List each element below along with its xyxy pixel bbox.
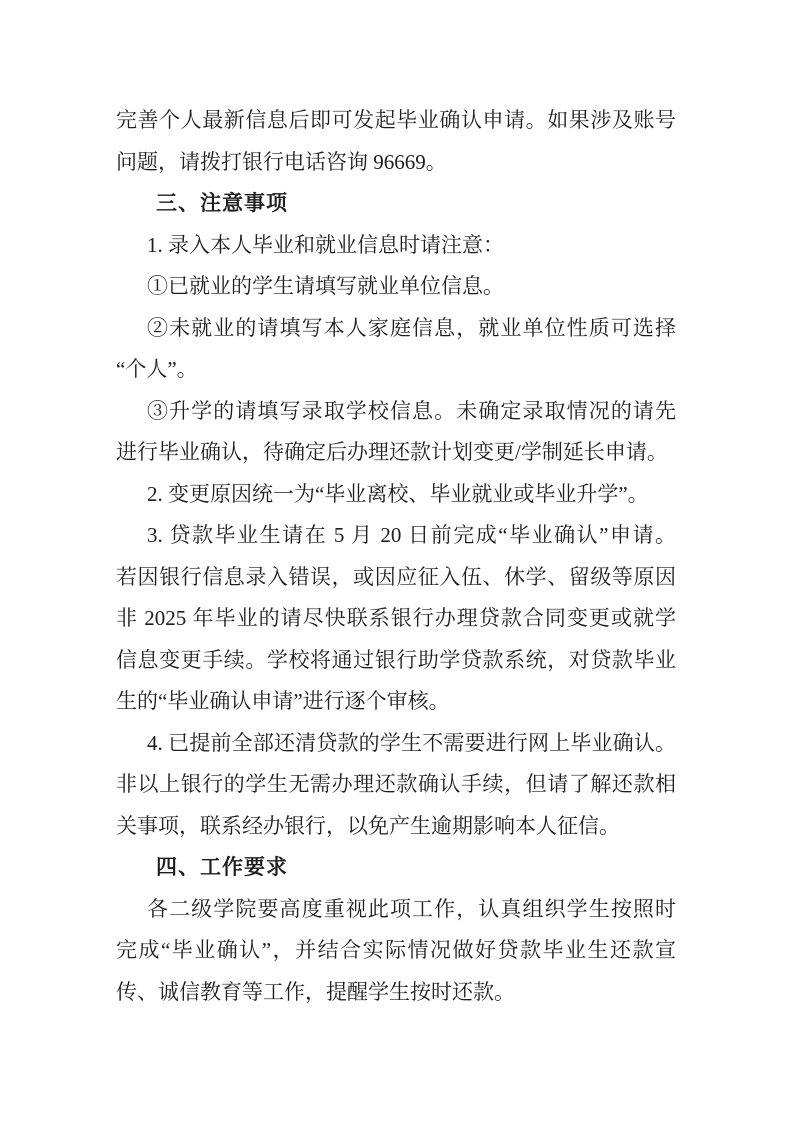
- text-line: 三、注意事项: [156, 192, 288, 215]
- text-line: 传、诚信教育等工作，提醒学生按时还款。: [116, 979, 515, 1004]
- body-paragraph: [116, 266, 676, 308]
- text-line: 各二级学院要高度重视此项工作，认真组织学生按照时: [147, 896, 676, 921]
- document-text: [116, 100, 676, 1013]
- text-line: 1. 录入本人毕业和就业信息时请注意：: [147, 232, 504, 257]
- text-line: ②未就业的请填写本人家庭信息，就业单位性质可选择: [147, 315, 676, 340]
- text-line: ③升学的请填写录取学校信息。未确定录取情况的请先: [147, 398, 676, 423]
- text-line: 2. 变更原因统一为“毕业离校、毕业就业或毕业升学”。: [147, 481, 649, 506]
- text-line: 四、工作要求: [156, 856, 288, 879]
- body-paragraph: [116, 889, 676, 1014]
- text-line: 3. 贷款毕业生请在 5 月 20 日前完成“毕业确认”申请。: [147, 523, 676, 547]
- body-paragraph: [116, 225, 676, 267]
- text-line: 非 2025 年毕业的请尽快联系银行办理贷款合同变更或就学: [116, 606, 676, 630]
- body-paragraph: [116, 723, 676, 848]
- text-line: 完成“毕业确认”，并结合实际情况做好贷款毕业生还款宣: [116, 938, 676, 962]
- section-heading: [116, 183, 676, 225]
- body-paragraph: [116, 391, 676, 474]
- text-line: ①已就业的学生请填写就业单位信息。: [147, 274, 504, 298]
- text-line: 4. 已提前全部还清贷款的学生不需要进行网上毕业确认。: [147, 730, 676, 755]
- text-line: “个人”。: [116, 357, 198, 381]
- text-line: 关事项，联系经办银行，以免产生逾期影响本人征信。: [116, 813, 620, 838]
- text-line: 进行毕业确认，待确定后办理还款计划变更/学制延长申请。: [116, 440, 668, 464]
- text-line: 完善个人最新信息后即可发起毕业确认申请。如果涉及账号: [116, 108, 676, 132]
- text-line: 生的“毕业确认申请”进行逐个审核。: [116, 689, 450, 713]
- body-paragraph: [116, 474, 676, 516]
- body-paragraph: [116, 515, 676, 723]
- body-paragraph: [116, 308, 676, 391]
- text-line: 非以上银行的学生无需办理还款确认手续，但请了解还款相: [116, 772, 676, 796]
- text-line: 信息变更手续。学校将通过银行助学贷款系统，对贷款毕业: [116, 647, 676, 672]
- text-line: 问题，请拨打银行电话咨询 96669。: [116, 149, 447, 174]
- text-line: 若因银行信息录入错误，或因应征入伍、休学、留级等原因: [116, 564, 676, 589]
- section-heading: [116, 847, 676, 889]
- body-paragraph: [116, 100, 676, 183]
